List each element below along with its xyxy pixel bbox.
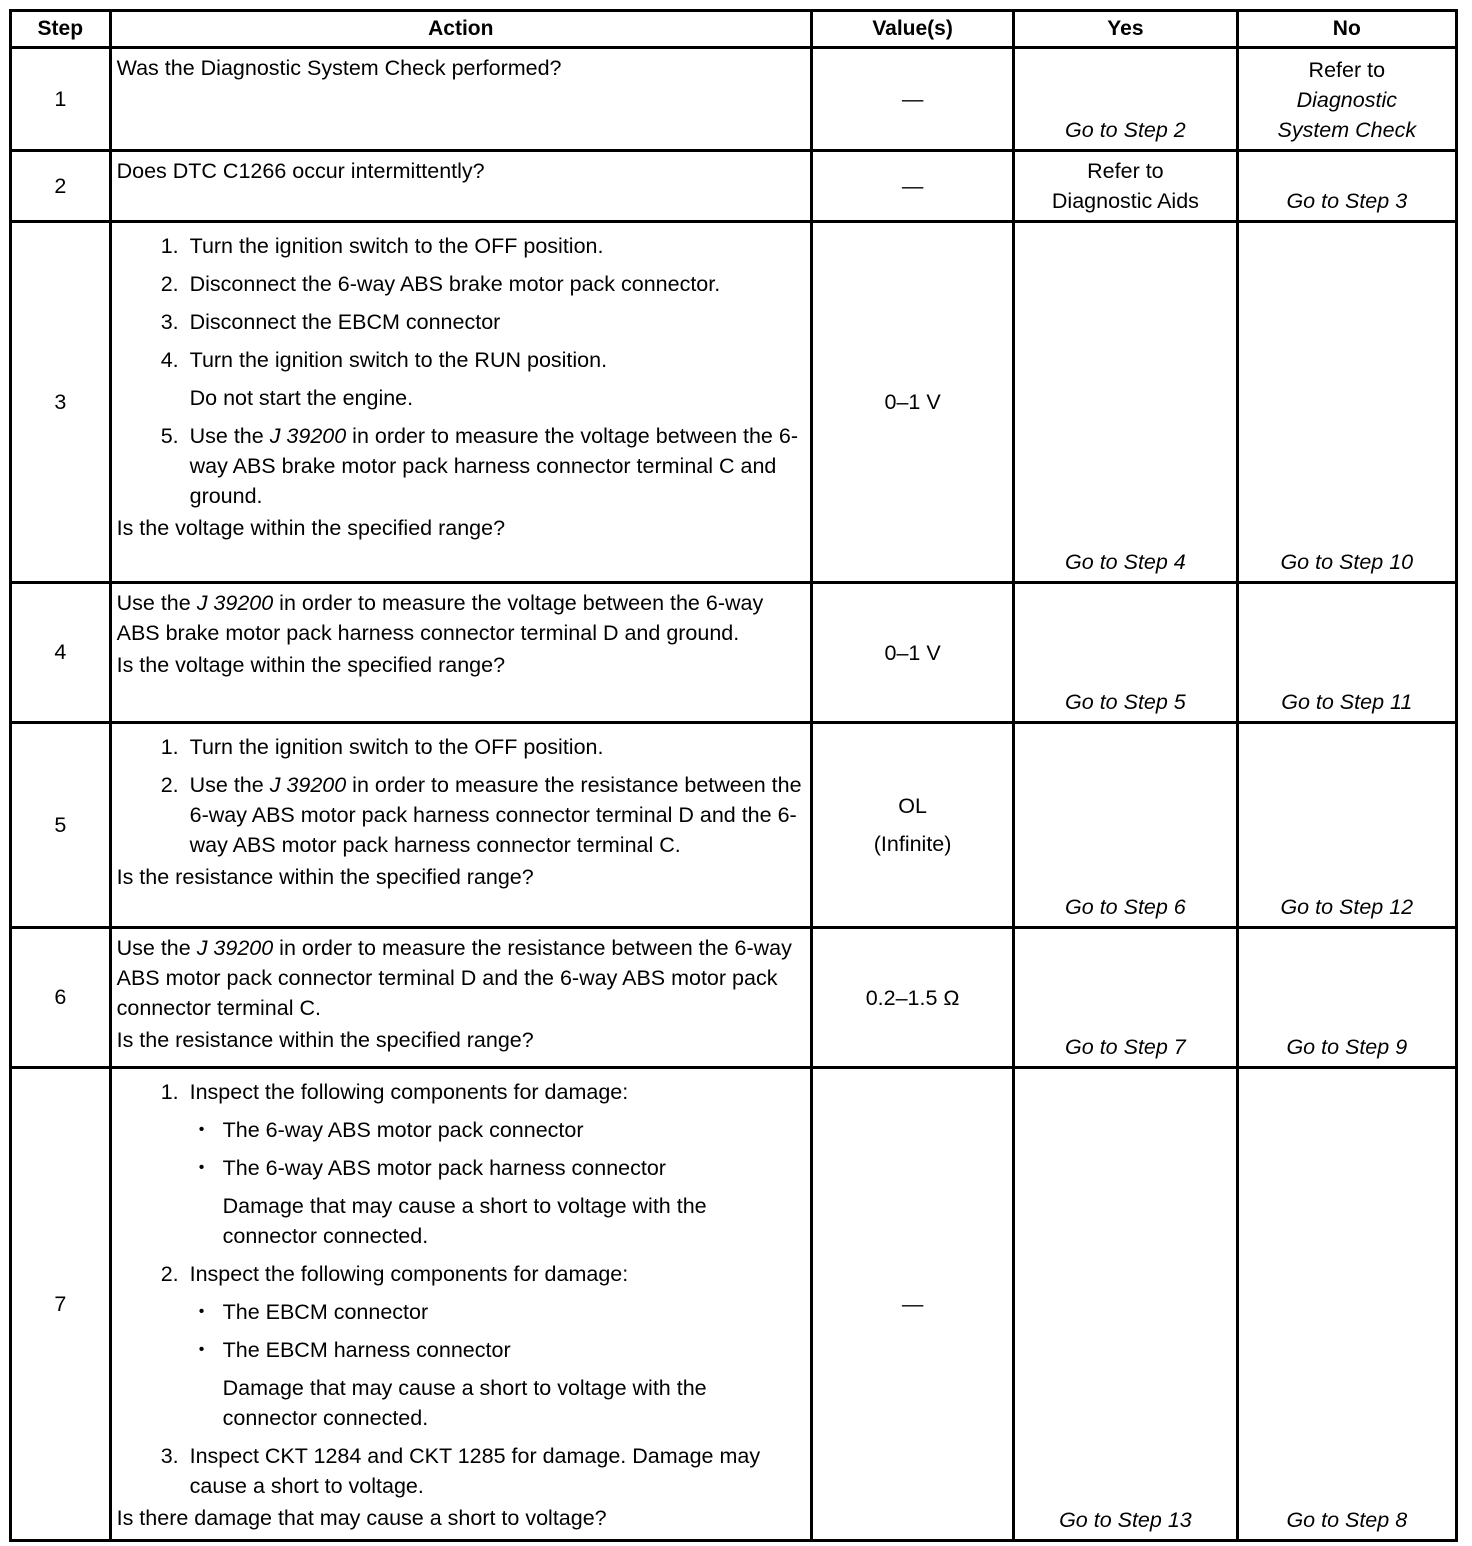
procedure-list	[117, 1077, 806, 1501]
value-cell: —	[811, 1068, 1013, 1541]
table-row	[11, 48, 1457, 151]
list-note: Do not start the engine.	[189, 386, 414, 410]
no-cell: Go to Step 9	[1237, 928, 1456, 1068]
value-cell: 0–1 V	[811, 583, 1013, 723]
action-cell	[110, 222, 811, 583]
header-row	[11, 11, 1457, 48]
no-link: Diagnostic	[1296, 88, 1397, 112]
list-item: 2. Inspect the following components for damage: • The EBCM connector • The EBCM harness connector Damage that may cause a short to voltage with the connector connected.	[185, 1259, 806, 1433]
yes-cell: Go to Step 7	[1014, 928, 1237, 1068]
action-text: Use the J 39200 in order to measure the voltage between the 6-way ABS brake motor pack harness connector terminal D and ground.	[116, 591, 764, 645]
tool-name: J 39200	[196, 591, 274, 615]
list-item: 5. Use the J 39200 in order to measure the voltage between the 6-way ABS brake motor pack harness connector terminal C and ground.	[185, 421, 806, 511]
list-item: 3. Inspect CKT 1284 and CKT 1285 for damage. Damage may cause a short to voltage.	[185, 1441, 806, 1501]
header-action: Action	[110, 11, 811, 48]
list-item: 4. Turn the ignition switch to the RUN position. Do not start the engine.	[185, 345, 806, 413]
yes-cell	[1014, 151, 1237, 222]
no-cell: Go to Step 3	[1237, 151, 1456, 222]
bullet-item: • The EBCM connector	[220, 1297, 806, 1327]
list-item: 3. Disconnect the EBCM connector	[185, 307, 806, 337]
table-row	[11, 583, 1457, 723]
question-text: Is the resistance within the specified range?	[116, 865, 534, 889]
header-step: Step	[11, 11, 111, 48]
step-number: 6	[11, 928, 111, 1068]
bullet-item: • The 6-way ABS motor pack connector	[220, 1115, 806, 1145]
value-cell: —	[811, 48, 1013, 151]
table-row	[11, 1068, 1457, 1541]
yes-cell: Go to Step 4	[1014, 222, 1237, 583]
procedure-list	[117, 732, 806, 860]
yes-cell: Go to Step 13	[1014, 1068, 1237, 1541]
step-number: 7	[11, 1068, 111, 1541]
yes-text: Refer to	[1087, 159, 1164, 183]
question-text: Is there damage that may cause a short to voltage?	[116, 1506, 607, 1530]
list-note: Damage that may cause a short to voltage with the connector connected.	[222, 1376, 707, 1430]
no-cell: Go to Step 11	[1237, 583, 1456, 723]
tool-name: J 39200	[196, 936, 274, 960]
list-item: 1. Inspect the following components for damage: • The 6-way ABS motor pack connector • The 6-way ABS motor pack harness connector Damage that may cause a short to voltage with the connector connected.	[185, 1077, 806, 1251]
question-text: Is the resistance within the specified range?	[116, 1028, 534, 1052]
no-cell: Go to Step 8	[1237, 1068, 1456, 1541]
component-list	[190, 1115, 806, 1251]
no-cell	[1237, 48, 1456, 151]
list-item: 1. Turn the ignition switch to the OFF position.	[185, 732, 806, 762]
value-cell: 0–1 V	[811, 222, 1013, 583]
step-number: 4	[11, 583, 111, 723]
yes-cell: Go to Step 5	[1014, 583, 1237, 723]
table-row	[11, 928, 1457, 1068]
header-values: Value(s)	[811, 11, 1013, 48]
step-number: 2	[11, 151, 111, 222]
action-cell	[110, 723, 811, 928]
table-row	[11, 151, 1457, 222]
value-line: OL	[898, 794, 927, 818]
component-list	[190, 1297, 806, 1433]
value-cell	[811, 723, 1013, 928]
header-yes: Yes	[1014, 11, 1237, 48]
question-text: Does DTC C1266 occur intermittently?	[116, 159, 485, 183]
value-line: (Infinite)	[873, 832, 952, 856]
step-number: 5	[11, 723, 111, 928]
list-note: Damage that may cause a short to voltage with the connector connected.	[222, 1194, 707, 1248]
list-item: 1. Turn the ignition switch to the OFF position.	[185, 231, 806, 261]
bullet-item: • The EBCM harness connector Damage that may cause a short to voltage with the connector connected.	[220, 1335, 806, 1433]
step-number: 1	[11, 48, 111, 151]
action-cell	[110, 151, 811, 222]
yes-cell: Go to Step 6	[1014, 723, 1237, 928]
yes-text: Diagnostic Aids	[1051, 189, 1199, 213]
no-cell: Go to Step 10	[1237, 222, 1456, 583]
procedure-list	[117, 231, 806, 511]
no-cell: Go to Step 12	[1237, 723, 1456, 928]
bullet-item: • The 6-way ABS motor pack harness connector Damage that may cause a short to voltage with the connector connected.	[220, 1153, 806, 1251]
tool-name: J 39200	[269, 424, 347, 448]
yes-cell: Go to Step 2	[1014, 48, 1237, 151]
table-row	[11, 222, 1457, 583]
action-cell	[110, 583, 811, 723]
action-text: Use the J 39200 in order to measure the resistance between the 6-way ABS motor pack connector terminal D and the 6-way ABS motor pack connector terminal C.	[116, 936, 792, 1020]
diagnostic-table	[9, 9, 1458, 1542]
action-cell	[110, 1068, 811, 1541]
step-number: 3	[11, 222, 111, 583]
value-cell: —	[811, 151, 1013, 222]
question-text: Is the voltage within the specified range?	[116, 516, 506, 540]
action-cell	[110, 928, 811, 1068]
list-item: 2. Disconnect the 6-way ABS brake motor pack connector.	[185, 269, 806, 299]
question-text: Is the voltage within the specified range?	[116, 653, 506, 677]
header-no: No	[1237, 11, 1456, 48]
value-cell: 0.2–1.5 Ω	[811, 928, 1013, 1068]
table-row	[11, 723, 1457, 928]
action-cell	[110, 48, 811, 151]
question-text: Was the Diagnostic System Check performed?	[116, 56, 562, 80]
list-item: 2. Use the J 39200 in order to measure the resistance between the 6-way ABS motor pack harness connector terminal D and the 6-way ABS motor pack harness connector terminal C.	[185, 770, 806, 860]
no-link: System Check	[1277, 118, 1417, 142]
no-text: Refer to	[1308, 58, 1386, 82]
tool-name: J 39200	[269, 773, 347, 797]
